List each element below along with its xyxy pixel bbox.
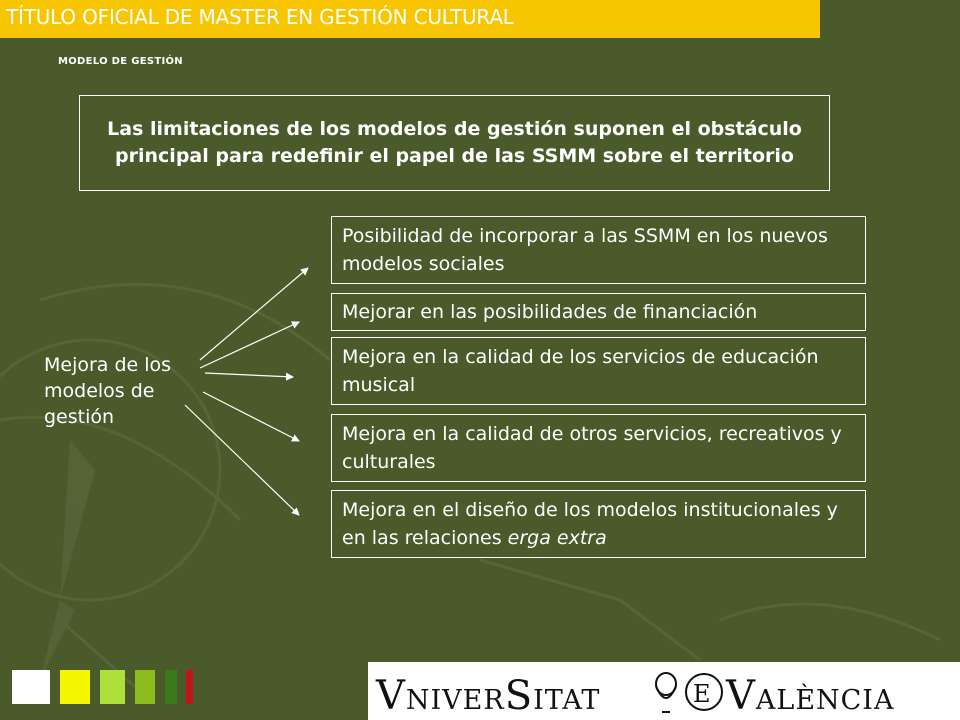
option-text-3: Mejora en la calidad de los servicios de educación musical	[342, 346, 819, 396]
color-swatch-light-green	[100, 670, 125, 704]
option-box-1	[331, 216, 866, 284]
svg-text:VNIVERSITAT: VNIVERSITAT	[376, 673, 601, 719]
option-box-5	[331, 490, 866, 558]
option-text-5-main: Mejora en el diseño de los modelos institucionales y en las relaciones	[342, 499, 838, 549]
svg-text:E: E	[693, 680, 711, 708]
color-swatch-white	[12, 670, 50, 704]
university-logo	[368, 662, 960, 720]
statement-text: Las limitaciones de los modelos de gestión suponen el obstáculo principal para redefinir el papel de las SSMM sobre el territorio	[107, 118, 802, 167]
color-swatch-dark-green	[165, 670, 177, 704]
header-title: TÍTULO OFICIAL DE MASTER EN GESTIÓN CULTURAL	[6, 5, 514, 29]
option-text-5	[342, 496, 855, 552]
option-text-4: Mejora en la calidad de otros servicios, recreativos y culturales	[342, 423, 842, 473]
option-box-4	[331, 414, 866, 482]
statement-box	[79, 95, 830, 191]
color-swatch-green	[135, 670, 155, 704]
option-text-1: Posibilidad de incorporar a las SSMM en los nuevos modelos sociales	[342, 225, 828, 275]
header-bar	[0, 0, 820, 38]
source-label: Mejora de los modelos de gestión	[44, 354, 172, 428]
section-subtitle: MODELO DE GESTIÓN	[58, 56, 183, 67]
option-box-3	[331, 337, 866, 405]
color-swatch-red	[186, 670, 193, 704]
color-swatch-yellow	[60, 670, 90, 704]
option-text-2: Mejorar en las posibilidades de financiación	[342, 301, 758, 323]
option-box-2	[331, 293, 866, 331]
svg-text:VALÈNCIA: VALÈNCIA	[726, 673, 895, 719]
university-logo-wordmark	[368, 662, 960, 720]
option-text-5-italic: erga extra	[507, 527, 607, 549]
